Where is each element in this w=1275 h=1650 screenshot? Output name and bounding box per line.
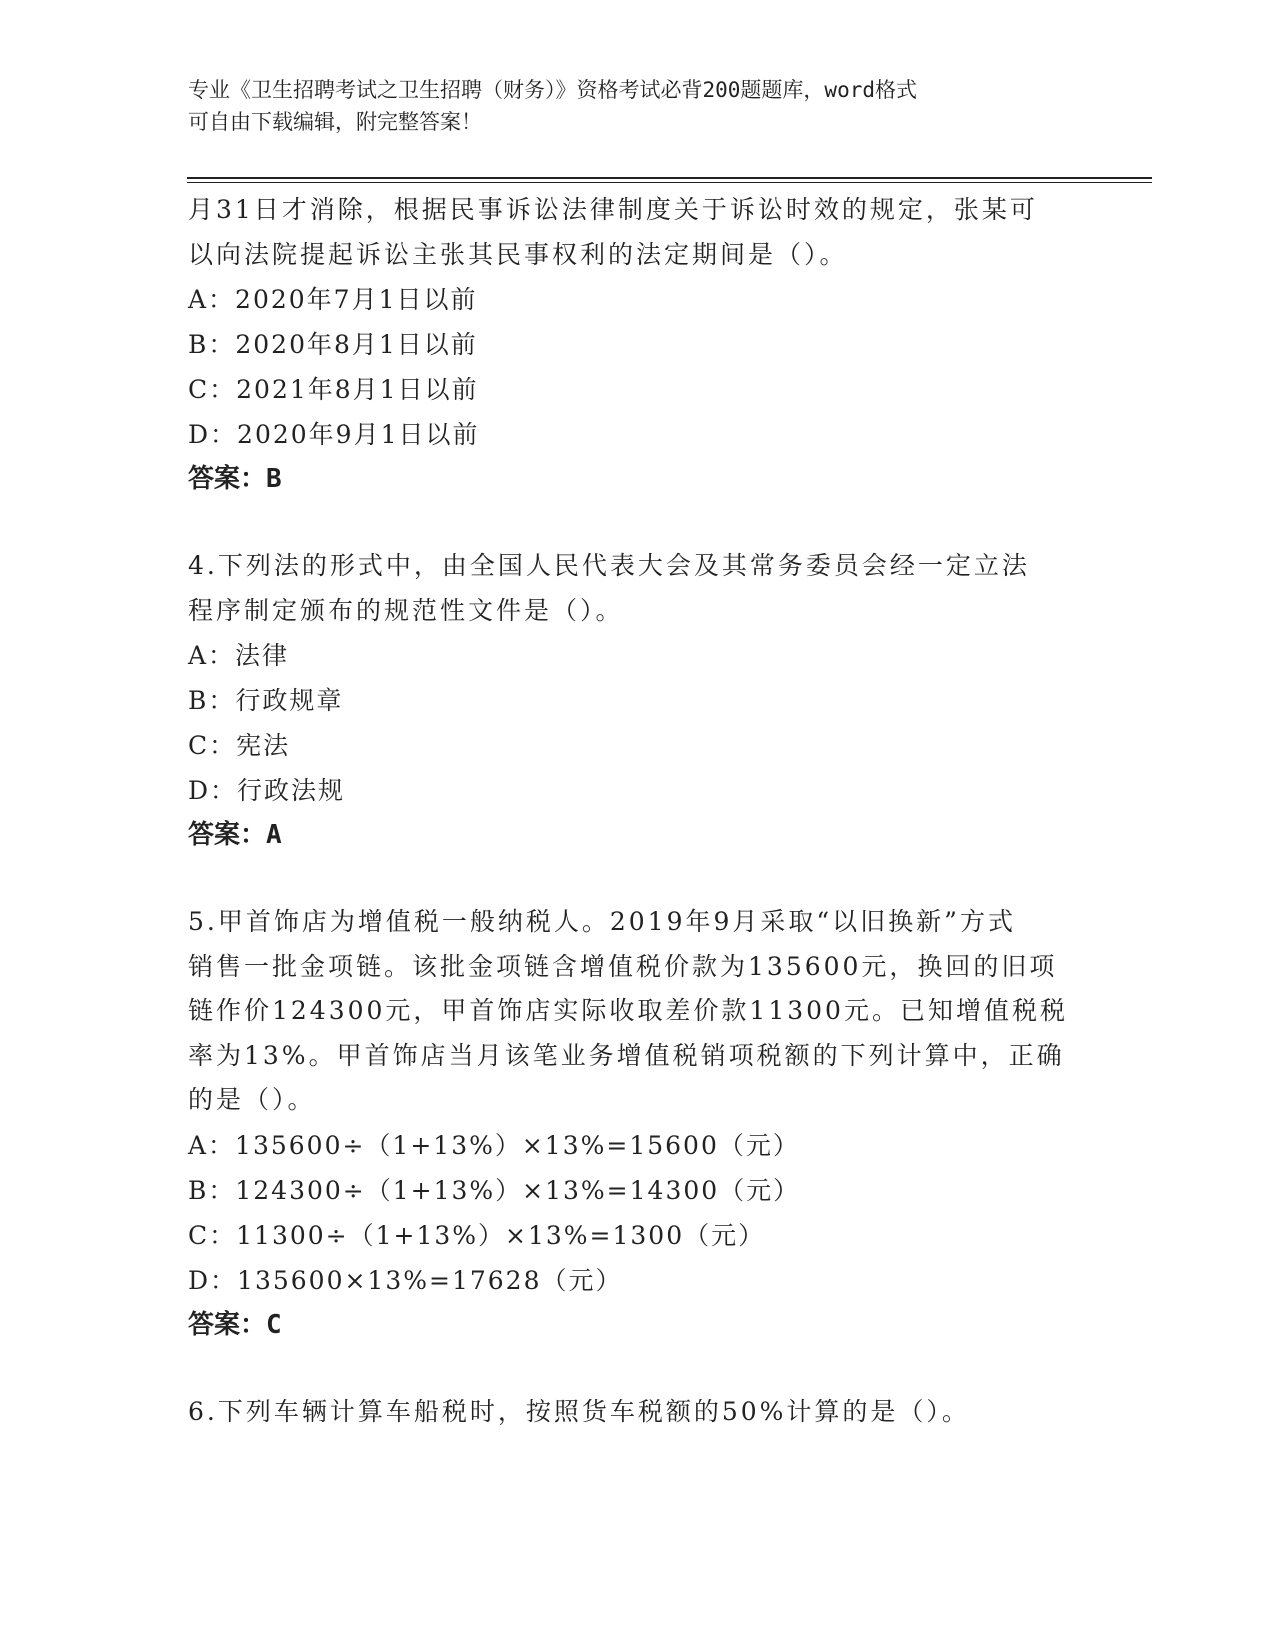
question-text-line: 月31日才消除，根据民事诉讼法律制度关于诉讼时效的规定，张某可	[188, 195, 1038, 224]
option-b: B：124300÷（1+13%）×13%=14300（元）	[188, 1175, 801, 1205]
option-c: C：11300÷（1+13%）×13%=1300（元）	[188, 1220, 766, 1250]
header-divider-thin	[187, 182, 1152, 183]
option-a: A：135600÷（1+13%）×13%=15600（元）	[188, 1130, 800, 1160]
option-d: D：135600×13%=17628（元）	[188, 1265, 623, 1295]
option-d: D：2020年9月1日以前	[188, 420, 480, 449]
option-b: B：行政规章	[188, 686, 344, 715]
question-text-line: 的是（）。	[188, 1085, 316, 1114]
option-c: C：2021年8月1日以前	[188, 375, 479, 404]
question-text-line: 4.下列法的形式中，由全国人民代表大会及其常务委员会经一定立法	[188, 551, 1030, 580]
question-5	[188, 900, 1088, 1348]
question-4	[188, 544, 1088, 858]
answer-label: 答案：A	[188, 820, 282, 850]
question-text-line: 5.甲首饰店为增值税一般纳税人。2019年9月采取“以旧换新”方式	[188, 907, 1016, 936]
question-text-line: 6.下列车辆计算车船税时，按照货车税额的50%计算的是（）。	[188, 1396, 970, 1426]
option-d: D：行政法规	[188, 776, 346, 805]
header-line-2: 可自由下载编辑，附完整答案！	[188, 110, 482, 134]
question-text-line: 链作价124300元，甲首饰店实际收取差价款11300元。已知增值税税	[188, 996, 1068, 1025]
option-b: B：2020年8月1日以前	[188, 330, 478, 359]
option-a: A：2020年7月1日以前	[188, 285, 478, 314]
question-6	[188, 1390, 1088, 1435]
option-a: A：法律	[188, 641, 290, 670]
answer-label: 答案：C	[188, 1309, 282, 1340]
header-line-1: 专业《卫生招聘考试之卫生招聘（财务）》资格考试必背200题题库，word格式	[188, 78, 917, 102]
header-divider-thick	[187, 177, 1152, 179]
question-text-line: 程序制定颁布的规范性文件是（）。	[188, 595, 624, 625]
document-header	[188, 74, 1068, 138]
question-text-line: 销售一批金项链。该批金项链含增值税价款为135600元，换回的旧项	[188, 951, 1058, 981]
question-text-line: 以向法院提起诉讼主张其民事权利的法定期间是（）。	[188, 239, 848, 269]
answer-label: 答案：B	[188, 464, 282, 494]
option-c: C：宪法	[188, 731, 291, 760]
question-3-continued	[188, 188, 1088, 502]
question-text-line: 率为13%。甲首饰店当月该笔业务增值税销项税额的下列计算中，正确	[188, 1040, 1065, 1070]
question-list	[188, 188, 1088, 1434]
